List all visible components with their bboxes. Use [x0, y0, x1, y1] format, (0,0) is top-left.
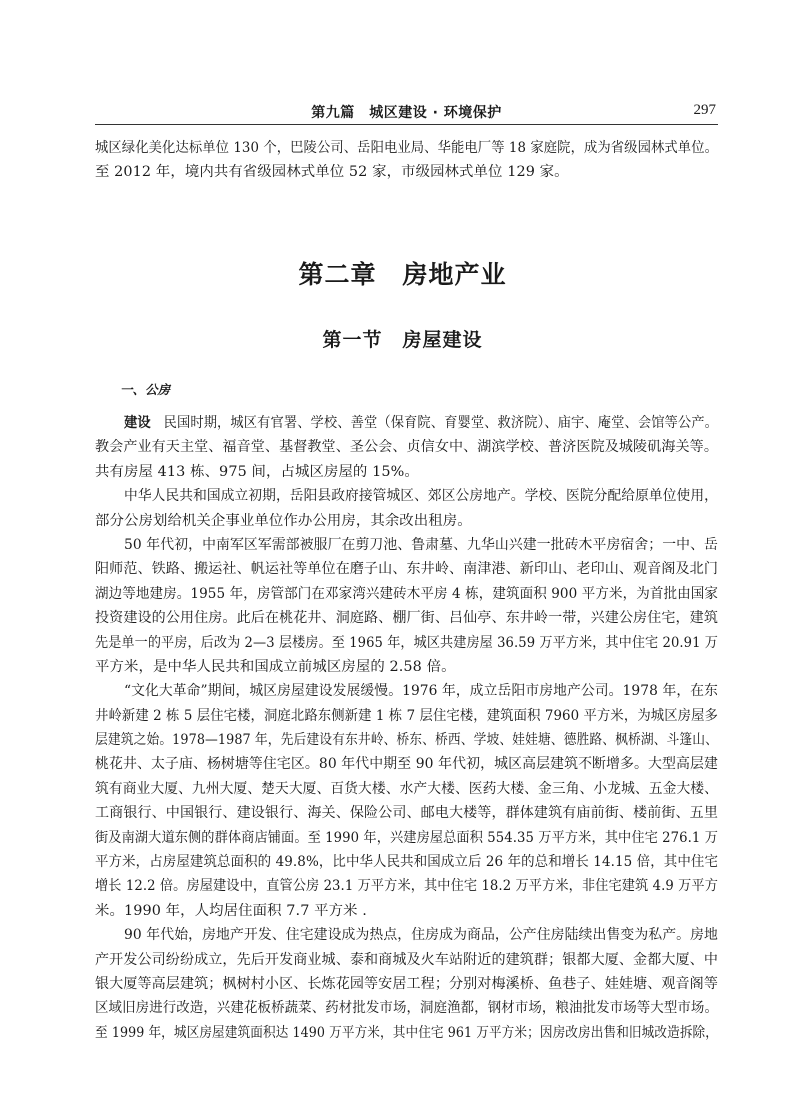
text-line-content: 民国时期，城区有官署、学校、善堂（保育院、育婴堂、救济院）、庙宇、庵堂、会馆等公产。 [163, 415, 719, 431]
text-line: 部分公房划给机关企事业单位作办公用房，其余改出租房。 [95, 512, 472, 529]
text-line: 至 2012 年，境内共有省级园林式单位 52 家，市级园林式单位 129 家。 [95, 164, 569, 181]
text-line: “文化大革命”期间，城区房屋建设发展缓慢。1976 年，成立岳阳市房地产公司。1978 年，在东 [124, 683, 718, 700]
text-line: 筑有商业大厦、九州大厦、楚天大厦、百货大楼、水产大楼、医药大楼、金三角、小龙城、五金大楼、 [95, 780, 718, 797]
text-line: 平方米，占房屋建筑总面积的 49.8%，比中华人民共和国成立后 26 年的总和增长 14.15 倍，其中住宅 [95, 854, 718, 871]
page-number: 297 [693, 102, 716, 118]
paragraph [95, 679, 718, 923]
text-line: 桃花井、太子庙、杨树塘等住宅区。80 年代中期至 90 年代初，城区高层建筑不断增多。大型高层建 [95, 756, 718, 773]
paragraph [95, 533, 718, 679]
text-line: 增长 12.2 倍。房屋建设中，直管公房 23.1 万平方米，其中住宅 18.2 万平方米，非住宅建筑 4.9 万平方 [95, 878, 718, 895]
subsection-title: 一、公房 [120, 382, 171, 397]
text-line: 50 年代初，中南军区军需部被服厂在剪刀池、鲁肃墓、九华山兴建一批砖木平房宿舍；一中、岳 [124, 536, 718, 553]
paragraph [95, 484, 718, 533]
text-line [95, 411, 718, 435]
text-line: 阳师范、铁路、搬运社、帆运社等单位在磨子山、东井岭、南津港、新印山、老印山、观音阁及北门 [95, 561, 718, 578]
text-line: 先是单一的平房，后改为 2—3 层楼房。至 1965 年，城区共建房屋 36.59 万平方米，其中住宅 20.91 万 [95, 634, 718, 651]
text-line: 中华人民共和国成立初期，岳阳县政府接管城区、郊区公房地产。学校、医院分配给原单位使用， [124, 488, 718, 505]
paragraph-construction [95, 411, 718, 484]
text-line: 层建筑之始。1978—1987 年，先后建设有东井岭、桥东、桥西、学坡、娃娃塘、德胜路、枫桥湖、斗篷山、 [95, 732, 718, 749]
text-line: 区域旧房进行改造，兴建花板桥蔬菜、药材批发市场，洞庭渔都，钢材市场，粮油批发市场等大型市场。 [95, 1000, 718, 1017]
text-line: 投资建设的公用住房。此后在桃花井、洞庭路、棚厂街、吕仙亭、东井岭一带，兴建公房住宅，建筑 [95, 610, 718, 627]
text-line: 湖边等地建房。1955 年，房管部门在邓家湾兴建砖木平房 4 栋，建筑面积 900 平方米，为首批由国家 [95, 585, 718, 602]
text-line: 城区绿化美化达标单位 130 个，巴陵公司、岳阳电业局、华能电厂等 18 家庭院，成为省级园林式单位。 [95, 140, 718, 156]
text-line: 街及南湖大道东侧的群体商店铺面。至 1990 年，兴建房屋总面积 554.35 万平方米，其中住宅 276.1 万 [95, 829, 718, 846]
text-line: 银大厦等高层建筑；枫树村小区、长炼花园等安居工程；分别对梅溪桥、鱼巷子、娃娃塘、观音阁等 [95, 975, 718, 992]
paragraph [95, 923, 718, 1045]
running-header-title: 第九篇 城区建设 · 环境保护 [311, 105, 502, 121]
main-body [95, 411, 718, 1045]
page-header [95, 100, 718, 125]
text-line: 产开发公司纷纷成立，先后开发商业城、泰和商城及火车站附近的建筑群；银都大厦、金都大厦、中 [95, 951, 718, 968]
continuation-paragraph [95, 136, 718, 185]
text-line: 至 1999 年，城区房屋建筑面积达 1490 万平方米，其中住宅 961 万平方米；因房改房出售和旧城改造拆除， [95, 1024, 718, 1041]
text-line: 90 年代始，房地产开发、住宅建设成为热点，住房成为商品，公产住房陆续出售变为私产。房地 [124, 927, 718, 944]
text-line: 米。1990 年，人均居住面积 7.7 平方米 . [95, 902, 367, 919]
chapter-title: 第二章 房地产业 [298, 260, 507, 289]
text-line: 共有房屋 413 栋、975 间，占城区房屋的 15%。 [95, 463, 419, 480]
paragraph-term: 建设 [124, 415, 151, 431]
text-line: 工商银行、中国银行、建设银行、海关、保险公司、邮电大楼等，群体建筑有庙前街、楼前街、五里 [95, 805, 718, 822]
text-line: 井岭新建 2 栋 5 层住宅楼，洞庭北路东侧新建 1 栋 7 层住宅楼，建筑面积 7960 平方米，为城区房屋多 [95, 707, 718, 724]
section-title: 第一节 房屋建设 [322, 329, 483, 351]
text-line: 教会产业有天主堂、福音堂、基督教堂、圣公会、贞信女中、湖滨学校、普济医院及城陵矶海关等。 [95, 439, 718, 456]
text-line: 平方米，是中华人民共和国成立前城区房屋的 2.58 倍。 [95, 658, 456, 675]
